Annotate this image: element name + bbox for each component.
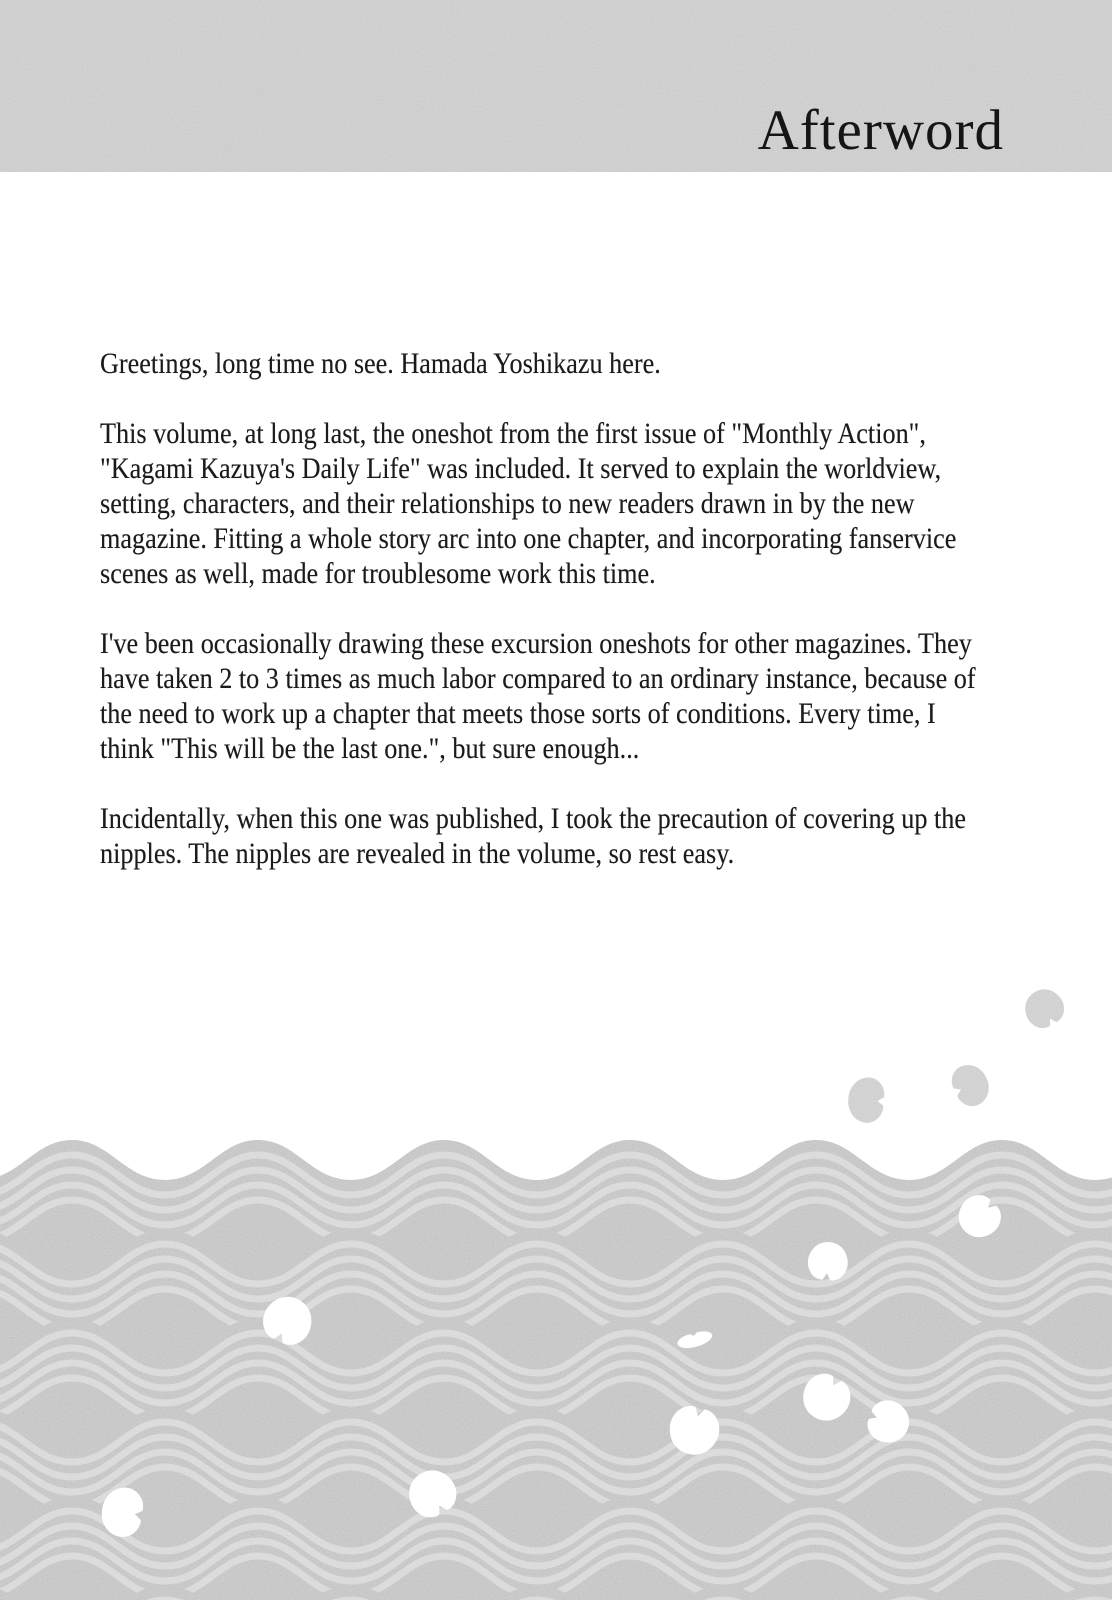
page-title: Afterword — [757, 99, 1004, 162]
cherry-petal — [947, 1059, 996, 1111]
paragraph-greeting: Greetings, long time no see. Hamada Yoshikazu here. — [100, 347, 661, 380]
cherry-petal — [1018, 982, 1070, 1033]
header-band — [0, 0, 1112, 172]
cherry-petal — [846, 1076, 885, 1124]
wave-and-gray-petal-layer — [0, 982, 1112, 1600]
paragraph-oneshot: This volume, at long last, the oneshot from the first issue of "Monthly Action", "Kagami Kazuya's Daily Life" was included. It served to explain the worldview, setting, characters, and their relationships to new readers drawn in by the new magazine. Fitting a whole story arc into one chapter, and incorporating fanservice scenes as well, made for troublesome work this time. — [100, 417, 957, 590]
wave-pattern — [0, 1140, 1112, 1600]
paragraph-labor: I've been occasionally drawing these excursion oneshots for other magazines. They have taken 2 to 3 times as much labor compared to an ordinary instance, because of the need to work up a chapter that meets those sorts of conditions. Every time, I think "This will be the last one.", but sure enough... — [100, 627, 976, 765]
waves-illustration — [0, 960, 1112, 1600]
afterword-body — [100, 346, 990, 871]
gray-petals — [846, 982, 1070, 1124]
paragraph-nipples: Incidentally, when this one was published, I took the precaution of covering up the nipples. The nipples are revealed in the volume, so rest easy. — [100, 802, 966, 870]
